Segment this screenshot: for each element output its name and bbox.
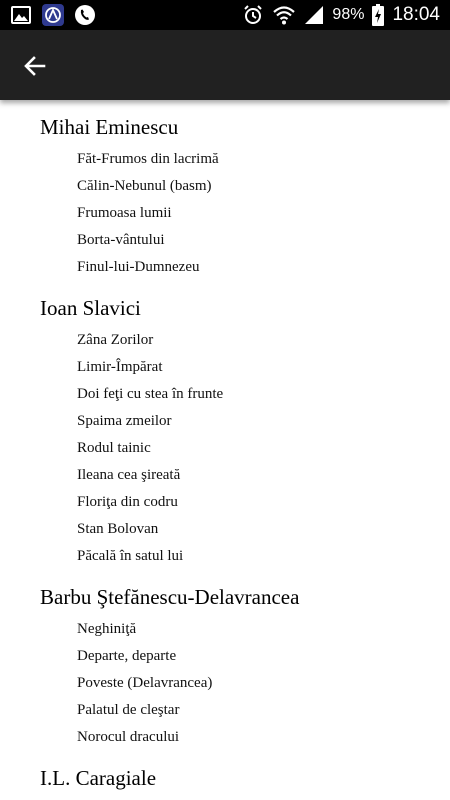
battery-charging-icon	[372, 4, 384, 26]
signal-icon	[304, 5, 324, 25]
author-title: Barbu Ştefănescu-Delavrancea	[40, 585, 300, 609]
story-list	[0, 142, 450, 281]
story-item[interactable]: Norocul dracului	[77, 729, 180, 745]
story-item[interactable]: Borta-vântului	[77, 232, 165, 248]
author-section	[0, 751, 450, 793]
author-title: Ioan Slavici	[40, 296, 141, 320]
status-time: 18:04	[392, 4, 440, 25]
status-icons-left	[10, 4, 96, 26]
story-item[interactable]: Stan Bolovan	[77, 521, 159, 537]
alarm-icon	[242, 4, 264, 26]
story-item[interactable]: Călin-Nebunul (basm)	[77, 178, 212, 194]
story-item[interactable]: Păcală în satul lui	[77, 548, 184, 564]
app-bar	[0, 30, 450, 100]
story-item[interactable]: Zâna Zorilor	[77, 332, 154, 348]
story-item[interactable]: Neghiniţă	[77, 621, 137, 637]
story-item[interactable]: Frumoasa lumii	[77, 205, 172, 221]
story-index	[0, 100, 450, 800]
author-title: Mihai Eminescu	[40, 115, 179, 139]
story-item[interactable]: Ileana cea şireată	[77, 467, 181, 483]
status-icons-right	[242, 0, 440, 30]
author-section	[0, 100, 450, 281]
image-icon	[10, 4, 32, 26]
story-item[interactable]: Rodul tainic	[77, 440, 151, 456]
story-item[interactable]: Limir-Împărat	[77, 359, 163, 375]
wifi-icon	[272, 4, 296, 26]
author-section	[0, 570, 450, 751]
phone-icon	[74, 4, 96, 26]
battery-percent: 98%	[332, 6, 365, 23]
status-bar	[0, 0, 450, 30]
story-item[interactable]: Făt-Frumos din lacrimă	[77, 151, 219, 167]
story-list	[0, 612, 450, 751]
story-item[interactable]: Spaima zmeilor	[77, 413, 172, 429]
app-icon	[42, 4, 64, 26]
story-item[interactable]: Poveste (Delavrancea)	[77, 675, 213, 691]
story-item[interactable]: Floriţa din codru	[77, 494, 178, 510]
story-item[interactable]: Palatul de cleştar	[77, 702, 180, 718]
story-list	[0, 323, 450, 570]
story-item[interactable]: Doi feţi cu stea în frunte	[77, 386, 224, 402]
story-item[interactable]: Departe, departe	[77, 648, 177, 664]
back-button[interactable]	[14, 45, 56, 87]
author-section	[0, 281, 450, 570]
author-title: I.L. Caragiale	[40, 766, 157, 790]
arrow-back-icon	[23, 54, 47, 78]
story-item[interactable]: Finul-lui-Dumnezeu	[77, 259, 200, 275]
